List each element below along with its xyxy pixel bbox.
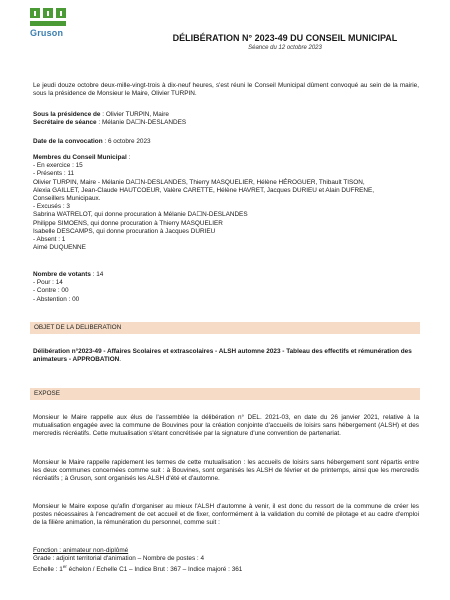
expose-paragraph-3: Monsieur le Maire expose qu'afin d'organiser au mieux l'ALSH d'automne à venir, il est donc du ressort de la commune de créer les postes nécessaires à l'encadrement de cet accueil et de fixer, conformément à la validation du comité de pilotage et au cadre d'emploi de la filière animation, la rémunération du personnel, comme suit : xyxy=(33,503,419,527)
membres-line: - Excusés : 3 xyxy=(33,203,70,211)
grade-line: Grade : adjoint territorial d'animation – Nombre de postes : 4 xyxy=(33,555,205,563)
logo-squares xyxy=(30,8,70,18)
votants-value: : 14 xyxy=(90,271,104,278)
echelle-sup: er xyxy=(62,564,67,570)
section-band-objet xyxy=(30,322,420,334)
deliberation-title-bold: Délibération n°2023-49 - Affaires Scolaires et extrascolaires - ALSH automne 2023 - Tableau des effectifs et rémunération des animateurs - APPROBATION xyxy=(33,348,412,364)
votants-block xyxy=(33,271,419,304)
secretaire-label: Secrétaire de séance xyxy=(33,119,97,127)
membres-line: Aimé DUQUENNE xyxy=(33,244,86,252)
fonction-line: Fonction : animateur non-diplômé xyxy=(33,547,129,554)
logo-text: Gruson xyxy=(30,28,64,38)
logo-square-2 xyxy=(43,8,53,18)
deliberation-title-end: . xyxy=(119,356,122,364)
membres-suffix: : xyxy=(126,154,131,161)
votants-label: Nombre de votants xyxy=(33,271,91,278)
echelle-post: échelon / Echelle C1 – Indice Brut : 367 – Indice majoré : 361 xyxy=(66,566,243,574)
deliberation-title xyxy=(33,348,419,364)
presidence-value: : Olivier TURPIN, Maire xyxy=(102,111,169,118)
echelle-pre: Echelle : 1 xyxy=(33,566,63,574)
membres-heading xyxy=(33,154,419,162)
logo-square-3 xyxy=(56,8,66,18)
section-title-expose: EXPOSE xyxy=(34,390,60,397)
echelle-line xyxy=(33,563,419,574)
logo-square-1 xyxy=(30,8,40,18)
membres-line: Philippe SIMOENS, qui donne procuration à Thierry MASQUELIER xyxy=(33,219,223,227)
membres-label: Membres du Conseil Municipal xyxy=(33,154,127,161)
membres-line: Olivier TURPIN, Maire - Mélanie DA☐N-DESLANDES, Thierry MASQUELIER, Hélène HÉROGUER, Thibault TISON, xyxy=(33,178,365,186)
convocation-line xyxy=(33,138,419,146)
expose-paragraph-1: Monsieur le Maire rappelle aux élus de l'assemblée la délibération n° DEL. 2021-03, en date du 26 janvier 2021, relative à la mutualisation engagée avec la commune de Bouvines pour la création conjointe d'accueils de loisirs sans hébergement (ALSH) et des mercredis récréatifs. Cette mutualisation s'étant concrétisée par la signature d'une convention de partenariat. xyxy=(33,414,419,438)
membres-line: Alexia GAILLET, Jean-Claude HAUTCOEUR, Valère CARETTE, Hélène HAVRET, Jacques DURIEU et Alain DUFRENE, xyxy=(33,186,375,194)
convocation-value: : 6 octobre 2023 xyxy=(104,138,151,145)
membres-line: - En exercice : 15 xyxy=(33,162,83,170)
intro-paragraph: Le jeudi douze octobre deux-mille-vingt-trois à dix-neuf heures, s'est réuni le Conseil Municipal dûment convoqué au sein de la mairie, sous la présidence de Monsieur le Maire, Olivier TURPIN. xyxy=(33,82,419,98)
section-title-objet: OBJET DE LA DELIBERATION xyxy=(34,324,122,331)
membres-line: - Présents : 11 xyxy=(33,170,75,178)
presidence-line xyxy=(33,111,419,119)
membres-block xyxy=(33,154,419,252)
votants-line: - Abstention : 00 xyxy=(33,295,80,303)
membres-line: Sabrina WATRELOT, qui donne procuration à Mélanie DA☐N-DESLANDES xyxy=(33,211,248,219)
gruson-logo xyxy=(30,8,70,38)
secretaire-value: : Mélanie DA☐N-DESLANDES xyxy=(98,119,187,127)
votants-line: - Contre : 00 xyxy=(33,287,69,295)
presidence-block xyxy=(33,111,419,127)
secretaire-line xyxy=(33,119,419,127)
votants-line: - Pour : 14 xyxy=(33,279,63,287)
section-band-expose xyxy=(30,388,420,400)
membres-line: Isabelle DESCAMPS, qui donne procuration à Jacques DURIEU xyxy=(33,227,216,235)
membres-line: - Absent : 1 xyxy=(33,236,66,244)
membres-line: Conseillers Municipaux. xyxy=(33,195,101,203)
document-title: DÉLIBÉRATION N° 2023-49 DU CONSEIL MUNICIPAL xyxy=(172,33,398,43)
poste-block xyxy=(33,547,419,575)
document-subtitle: Séance du 12 octobre 2023 xyxy=(248,45,322,51)
presidence-label: Sous la présidence de xyxy=(33,111,101,118)
logo-bar xyxy=(30,21,66,26)
expose-paragraph-2: Monsieur le Maire rappelle rapidement les termes de cette mutualisation : les accueils de loisirs sans hébergement sont répartis entre les deux communes concernées comme suit : à Bouvines, sont organisés les ALSH de février et de printemps, ainsi que les mercredis récréatifs ; à Gruson, sont organisés les ALSH d'été et d'automne. xyxy=(33,459,419,483)
votants-heading xyxy=(33,271,419,279)
convocation-label: Date de la convocation xyxy=(33,138,103,145)
